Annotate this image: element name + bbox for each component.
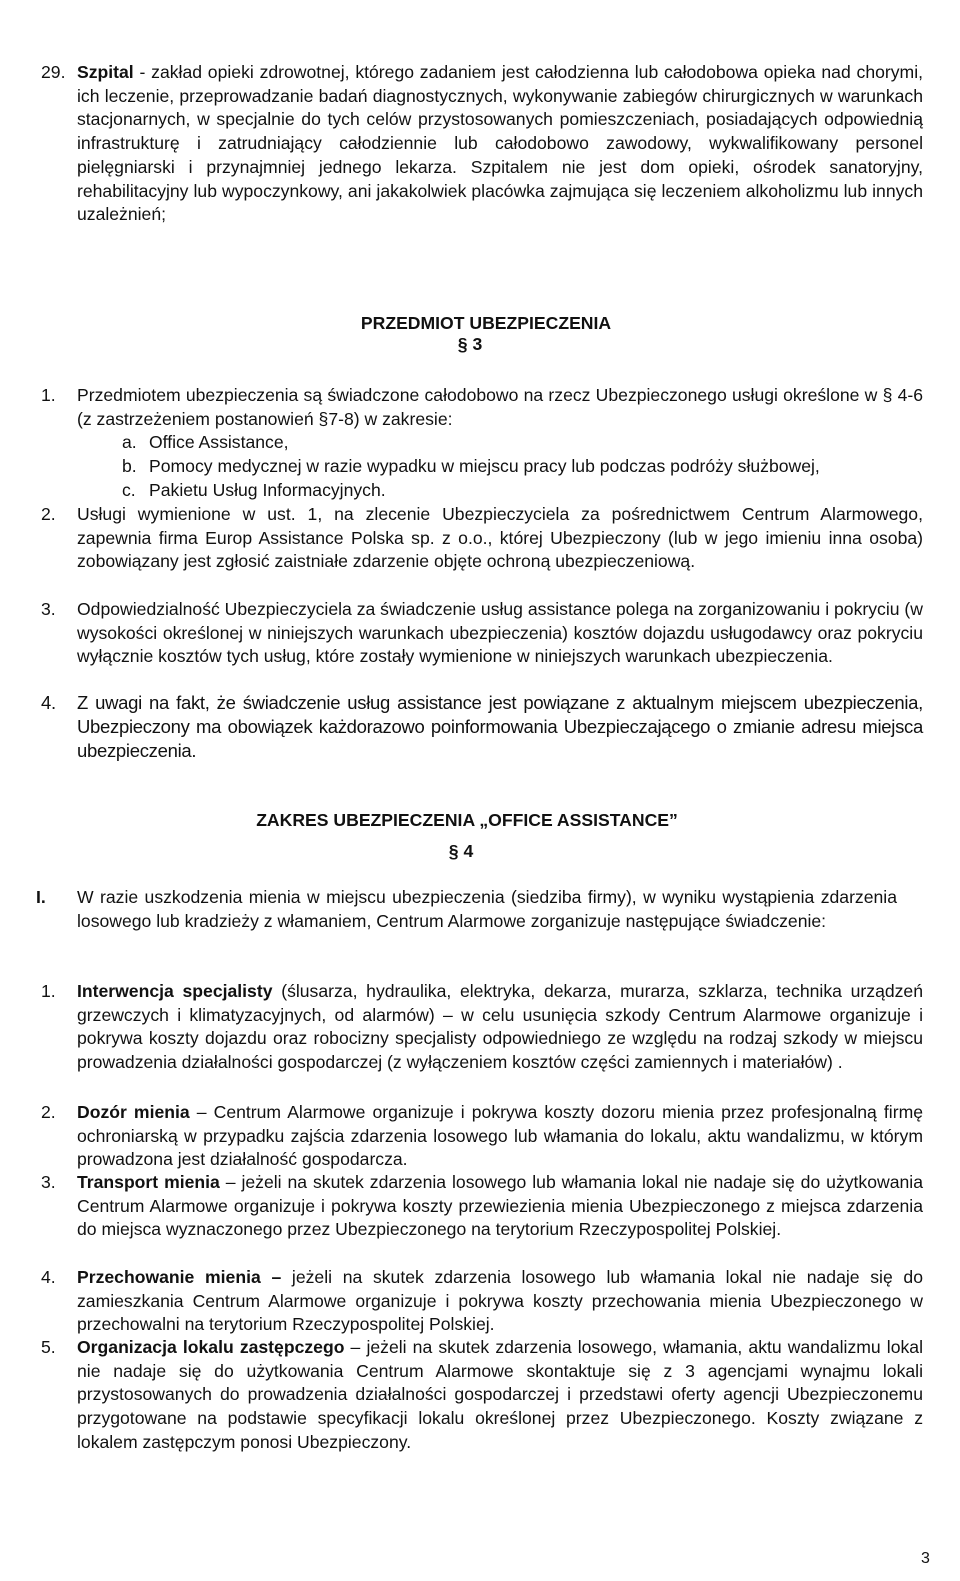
- item-text: jeżeli na skutek zdarzenia losowego lub włamania lokal nie nadaje się do zamieszkania Centrum Alarmowe organizuje i pokrywa koszty przechowania mienia Ubezpieczonego w przechowalni na terytorium Rzeczypospolitej Polskiej.: [77, 1267, 923, 1335]
- item-number: 2.: [41, 504, 56, 524]
- item-term: Transport mienia: [77, 1172, 220, 1192]
- item-text: (ślusarza, hydraulika, elektryka, dekarza, murarza, szklarza, technika urządzeń grzewczych i klimatyzacyjnych, od alarmów) – w celu usunięcia szkody Centrum Alarmowe organizuje i pokrywa koszty dojazdu oraz robocizny specjalisty odpowiedniego ze względu na rodzaj szkody w miejscu prowadzenia działalności gospodarczej (z wyłączeniem kosztów części zamiennych i materiałów) .: [77, 981, 924, 1073]
- subitem-letter: a.: [122, 432, 137, 452]
- section-4-item-przechowanie: [77, 1266, 923, 1337]
- item-number: 1.: [41, 981, 56, 1001]
- definition-szpital: [77, 61, 923, 227]
- section-3-paragraph-mark: § 3: [457, 334, 483, 354]
- section-4-intro: W razie uszkodzenia mienia w miejscu ubezpieczenia (siedziba firmy), w wyniku wystąpienia zdarzenia losowego lub kradzieży z włamaniem, Centrum Alarmowe zorganizuje następujące świadczenie:: [77, 887, 897, 931]
- section-4-item-lokal-zastepczy: [77, 1336, 923, 1455]
- subitem-medical-help: Pomocy medycznej w razie wypadku w miejscu pracy lub podczas podróży służbowej,: [149, 456, 820, 476]
- item-number: 4.: [41, 692, 56, 713]
- definition-term: Szpital: [77, 62, 134, 82]
- page-number: 3: [921, 1550, 930, 1567]
- item-number: 5.: [41, 1337, 56, 1357]
- subitem-letter: b.: [122, 456, 137, 476]
- section-3-item-4: Z uwagi na fakt, że świadczenie usług assistance jest powiązane z aktualnym miejscem ubezpieczenia, Ubezpieczony ma obowiązek każdorazowo poinformowania Ubezpieczającego o zmianie adresu miejsca ubezpieczenia.: [77, 692, 923, 761]
- item-text: – Centrum Alarmowe organizuje i pokrywa koszty dozoru mienia przez profesjonalną firmę ochroniarską w przypadku zajścia zdarzenia losowego lub włamania do lokalu, aktu wandalizmu, w którym prowadzona jest działalność gospodarcza.: [77, 1102, 924, 1170]
- intro-number: I.: [36, 887, 46, 907]
- section-4-title: ZAKRES UBEZPIECZENIA „OFFICE ASSISTANCE”: [256, 810, 678, 830]
- definition-number: 29.: [41, 62, 66, 82]
- item-term: Przechowanie mienia –: [77, 1267, 282, 1287]
- item-number: 3.: [41, 599, 56, 619]
- section-3-item-2: Usługi wymienione w ust. 1, na zlecenie Ubezpieczyciela za pośrednictwem Centrum Alarmowego, zapewnia firma Europ Assistance Polska sp. z o.o., której Ubezpieczony (lub w jego imieniu inna osoba) zobowiązany jest zgłosić zaistniałe zdarzenie objęte ochroną ubezpieczeniową.: [77, 504, 923, 572]
- item-number: 3.: [41, 1172, 56, 1192]
- item-number: 4.: [41, 1267, 56, 1287]
- subitem-letter: c.: [122, 480, 136, 500]
- subitem-information-package: Pakietu Usług Informacyjnych.: [149, 480, 386, 500]
- section-4-item-dozor: [77, 1101, 923, 1172]
- section-3-title: PRZEDMIOT UBEZPIECZENIA: [360, 313, 612, 333]
- section-3-item-3: Odpowiedzialność Ubezpieczyciela za świadczenie usług assistance polega na zorganizowaniu i pokryciu (w wysokości określonej w niniejszych warunkach ubezpieczenia) kosztów dojazdu usługodawcy oraz pokryciu wyłącznie kosztów tych usług, które zostały wymienione w niniejszych warunkach ubezpieczenia.: [77, 599, 923, 667]
- subitem-office-assistance: Office Assistance,: [149, 432, 289, 452]
- section-4-item-interwencja: [77, 980, 923, 1075]
- section-4-item-transport: [77, 1171, 923, 1242]
- item-text: – jeżeli na skutek zdarzenia losowego lub włamania lokal nie nadaje się do użytkowania Centrum Alarmowe organizuje i pokrywa koszty przewiezienia mienia Ubezpieczonego z miejsca zdarzenia do miejsca wyznaczonego przez Ubezpieczonego na terytorium Rzeczypospolitej Polskiej.: [77, 1172, 923, 1240]
- item-number: 2.: [41, 1102, 56, 1122]
- section-3-item-1: Przedmiotem ubezpieczenia są świadczone całodobowo na rzecz Ubezpieczonego usługi określone w § 4-6 (z zastrzeżeniem postanowień §7-8) w zakresie:: [77, 385, 923, 429]
- item-term: Interwencja specjalisty: [77, 981, 273, 1001]
- item-term: Organizacja lokalu zastępczego: [77, 1337, 345, 1357]
- item-number: 1.: [41, 385, 56, 405]
- item-term: Dozór mienia: [77, 1102, 190, 1122]
- item-text: – jeżeli na skutek zdarzenia losowego, włamania, aktu wandalizmu lokal nie nadaje się do użytkowania Centrum Alarmowe skontaktuje się z 3 agencjami wynajmu lokali przystosowanych do prowadzenia działalności gospodarczej i przedstawi oferty agencji Ubezpieczonemu przygotowane na podstawie specyfikacji lokalu określonej przez Ubezpieczonego. Koszty związane z lokalem zastępczym ponosi Ubezpieczony.: [77, 1337, 923, 1452]
- section-4-paragraph-mark: § 4: [448, 841, 474, 861]
- definition-text: - zakład opieki zdrowotnej, którego zadaniem jest całodzienna lub całodobowa opieka nad chorymi, ich leczenie, przeprowadzanie badań diagnostycznych, wykonywanie zabiegów chirurgicznych w warunkach stacjonarnych, w specjalnie do tych celów przystosowanych pomieszczeniach, posiadających odpowiednią infrastrukturę i zatrudniający całodziennie lub całodobowo zawodowy, wykwalifikowany personel pielęgniarski i przynajmniej jednego lekarza. Szpitalem nie jest dom opieki, ośrodek sanatoryjny, rehabilitacyjny lub wypoczynkowy, ani jakakolwiek placówka zajmująca się leczeniem alkoholizmu lub innych uzależnień;: [77, 62, 923, 225]
